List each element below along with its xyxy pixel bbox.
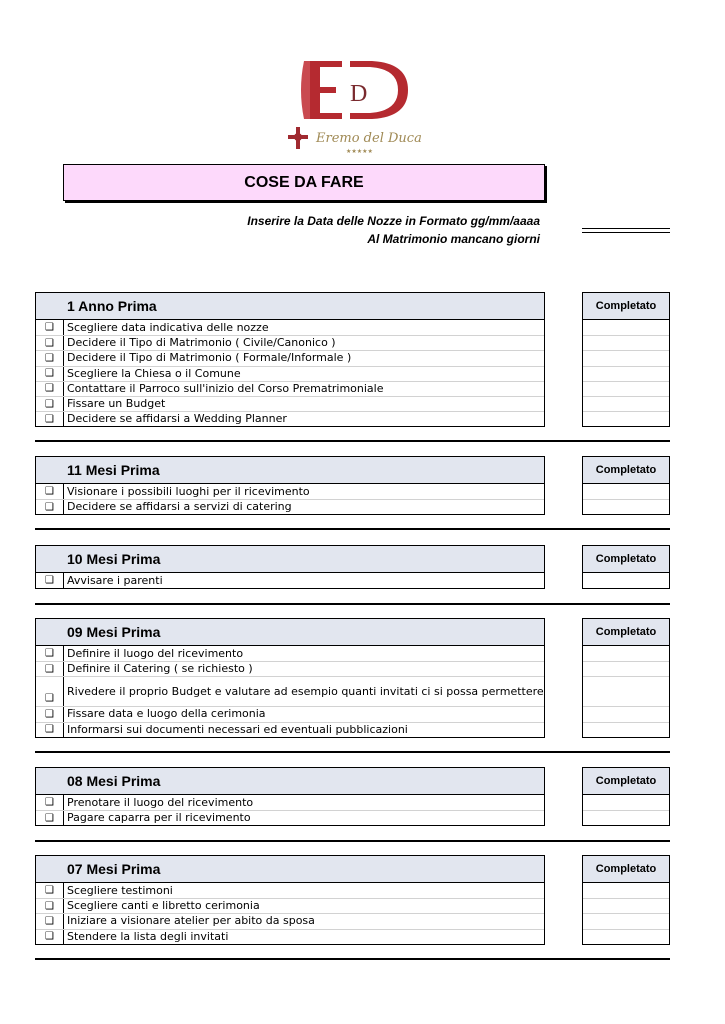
svg-text:D: D	[350, 81, 368, 107]
completed-column	[582, 646, 670, 738]
task-text: Stendere la lista degli invitati	[67, 929, 229, 943]
section-divider	[35, 528, 670, 530]
task-row	[36, 722, 544, 737]
completed-cell[interactable]	[583, 320, 669, 335]
completed-cell[interactable]	[583, 350, 669, 365]
completed-column-header: Completato	[582, 618, 670, 646]
completed-cell[interactable]	[583, 499, 669, 514]
task-row	[36, 706, 544, 721]
checkbox-icon[interactable]: ❑	[36, 367, 64, 381]
section-divider	[35, 958, 670, 960]
completed-cell[interactable]	[583, 335, 669, 350]
wedding-date-input-line[interactable]	[582, 228, 670, 233]
checkbox-icon[interactable]: ❑	[36, 646, 64, 661]
completed-cell[interactable]	[583, 913, 669, 928]
task-text: Prenotare il luogo del ricevimento	[67, 795, 254, 809]
task-text: Iniziare a visionare atelier per abito da sposa	[67, 914, 315, 928]
task-text: Rivedere il proprio Budget e valutare ad esempio quanti invitati ci si possa permettere	[67, 684, 544, 698]
logo-stars-text: ★★★★★	[346, 148, 373, 155]
task-text: Visionare i possibili luoghi per il ricevimento	[67, 484, 310, 498]
task-text: Scegliere canti e libretto cerimonia	[67, 899, 260, 913]
checkbox-icon[interactable]: ❑	[36, 883, 64, 898]
task-row	[36, 411, 544, 426]
task-text: Fissare data e luogo della cerimonia	[67, 707, 266, 721]
task-table	[35, 573, 545, 589]
completed-cell[interactable]	[583, 706, 669, 721]
task-row	[36, 499, 544, 514]
section-divider	[35, 751, 670, 753]
task-table	[35, 320, 545, 427]
section-heading: 08 Mesi Prima	[35, 767, 545, 795]
completed-cell[interactable]	[583, 883, 669, 898]
task-row	[36, 661, 544, 676]
checkbox-icon[interactable]: ❑	[36, 914, 64, 928]
completed-cell[interactable]	[583, 898, 669, 913]
days-remaining-label: Al Matrimonio mancano giorni	[367, 232, 540, 246]
completed-cell[interactable]	[583, 810, 669, 825]
wedding-date-instruction: Inserire la Data delle Nozze in Formato gg/mm/aaaa	[247, 214, 540, 228]
completed-cell[interactable]	[583, 396, 669, 411]
logo-icon	[280, 55, 440, 155]
checkbox-icon[interactable]: ❑	[36, 795, 64, 810]
completed-column	[582, 484, 670, 515]
task-row	[36, 676, 544, 706]
task-text: Definire il Catering ( se richiesto )	[67, 662, 253, 676]
section-heading: 11 Mesi Prima	[35, 456, 545, 484]
task-row	[36, 350, 544, 365]
page-title-box	[63, 164, 545, 201]
task-row	[36, 573, 544, 588]
completed-column-header: Completato	[582, 855, 670, 883]
task-row	[36, 795, 544, 810]
checkbox-icon[interactable]: ❑	[36, 500, 64, 514]
task-text: Pagare caparra per il ricevimento	[67, 811, 251, 825]
completed-column	[582, 573, 670, 589]
completed-column	[582, 883, 670, 945]
task-row	[36, 484, 544, 499]
task-row	[36, 366, 544, 381]
checkbox-icon[interactable]: ❑	[36, 320, 64, 335]
completed-cell[interactable]	[583, 795, 669, 810]
task-text: Decidere se affidarsi a servizi di catering	[67, 500, 292, 514]
task-text: Contattare il Parroco sull'inizio del Corso Prematrimoniale	[67, 381, 384, 395]
checkbox-icon[interactable]: ❑	[36, 899, 64, 913]
checkbox-icon[interactable]: ❑	[36, 397, 64, 411]
task-row	[36, 335, 544, 350]
task-table	[35, 883, 545, 945]
task-text: Scegliere la Chiesa o il Comune	[67, 366, 241, 380]
checkbox-icon[interactable]: ❑	[36, 677, 64, 706]
task-row	[36, 898, 544, 913]
task-row	[36, 646, 544, 661]
checkbox-icon[interactable]: ❑	[36, 412, 64, 426]
task-text: Informarsi sui documenti necessari ed eventuali pubblicazioni	[67, 722, 408, 736]
completed-cell[interactable]	[583, 573, 669, 588]
task-text: Fissare un Budget	[67, 397, 166, 411]
task-row	[36, 381, 544, 396]
completed-cell[interactable]	[583, 929, 669, 944]
task-table	[35, 484, 545, 515]
checkbox-icon[interactable]: ❑	[36, 811, 64, 825]
completed-column-header: Completato	[582, 292, 670, 320]
section-divider	[35, 840, 670, 842]
section-divider	[35, 603, 670, 605]
section-heading: 10 Mesi Prima	[35, 545, 545, 573]
task-row	[36, 929, 544, 944]
completed-cell[interactable]	[583, 722, 669, 737]
task-row	[36, 320, 544, 335]
task-table	[35, 646, 545, 738]
checkbox-icon[interactable]: ❑	[36, 382, 64, 396]
page-title: COSE DA FARE	[244, 173, 364, 191]
checkbox-icon[interactable]: ❑	[36, 707, 64, 721]
task-row	[36, 396, 544, 411]
task-text: Decidere il Tipo di Matrimonio ( Formale/Informale )	[67, 351, 352, 365]
completed-cell[interactable]	[583, 411, 669, 426]
checkbox-icon[interactable]: ❑	[36, 723, 64, 737]
section-heading: 07 Mesi Prima	[35, 855, 545, 883]
completed-cell[interactable]	[583, 661, 669, 676]
checkbox-icon[interactable]: ❑	[36, 662, 64, 676]
task-text: Decidere il Tipo di Matrimonio ( Civile/Canonico )	[67, 336, 336, 350]
completed-column	[582, 320, 670, 427]
task-text: Definire il luogo del ricevimento	[67, 646, 244, 660]
completed-cell[interactable]	[583, 676, 669, 706]
completed-column	[582, 795, 670, 826]
completed-cell[interactable]	[583, 484, 669, 499]
completed-column-header: Completato	[582, 456, 670, 484]
eremo-del-duca-logo	[280, 55, 440, 155]
checkbox-icon[interactable]: ❑	[36, 484, 64, 499]
completed-cell[interactable]	[583, 381, 669, 396]
task-row	[36, 883, 544, 898]
completed-column-header: Completato	[582, 545, 670, 573]
section-divider	[35, 440, 670, 442]
section-heading: 09 Mesi Prima	[35, 618, 545, 646]
checkbox-icon[interactable]: ❑	[36, 930, 64, 944]
completed-column-header: Completato	[582, 767, 670, 795]
checkbox-icon[interactable]: ❑	[36, 351, 64, 365]
task-row	[36, 810, 544, 825]
logo-wordmark-text: Eremo del Duca	[316, 131, 422, 146]
task-text: Avvisare i parenti	[67, 573, 163, 587]
task-text: Decidere se affidarsi a Wedding Planner	[67, 412, 287, 426]
task-row	[36, 913, 544, 928]
checkbox-icon[interactable]: ❑	[36, 336, 64, 350]
completed-cell[interactable]	[583, 646, 669, 661]
task-text: Scegliere testimoni	[67, 883, 173, 897]
section-heading: 1 Anno Prima	[35, 292, 545, 320]
task-text: Scegliere data indicativa delle nozze	[67, 320, 269, 334]
task-table	[35, 795, 545, 826]
completed-cell[interactable]	[583, 366, 669, 381]
checkbox-icon[interactable]: ❑	[36, 573, 64, 588]
